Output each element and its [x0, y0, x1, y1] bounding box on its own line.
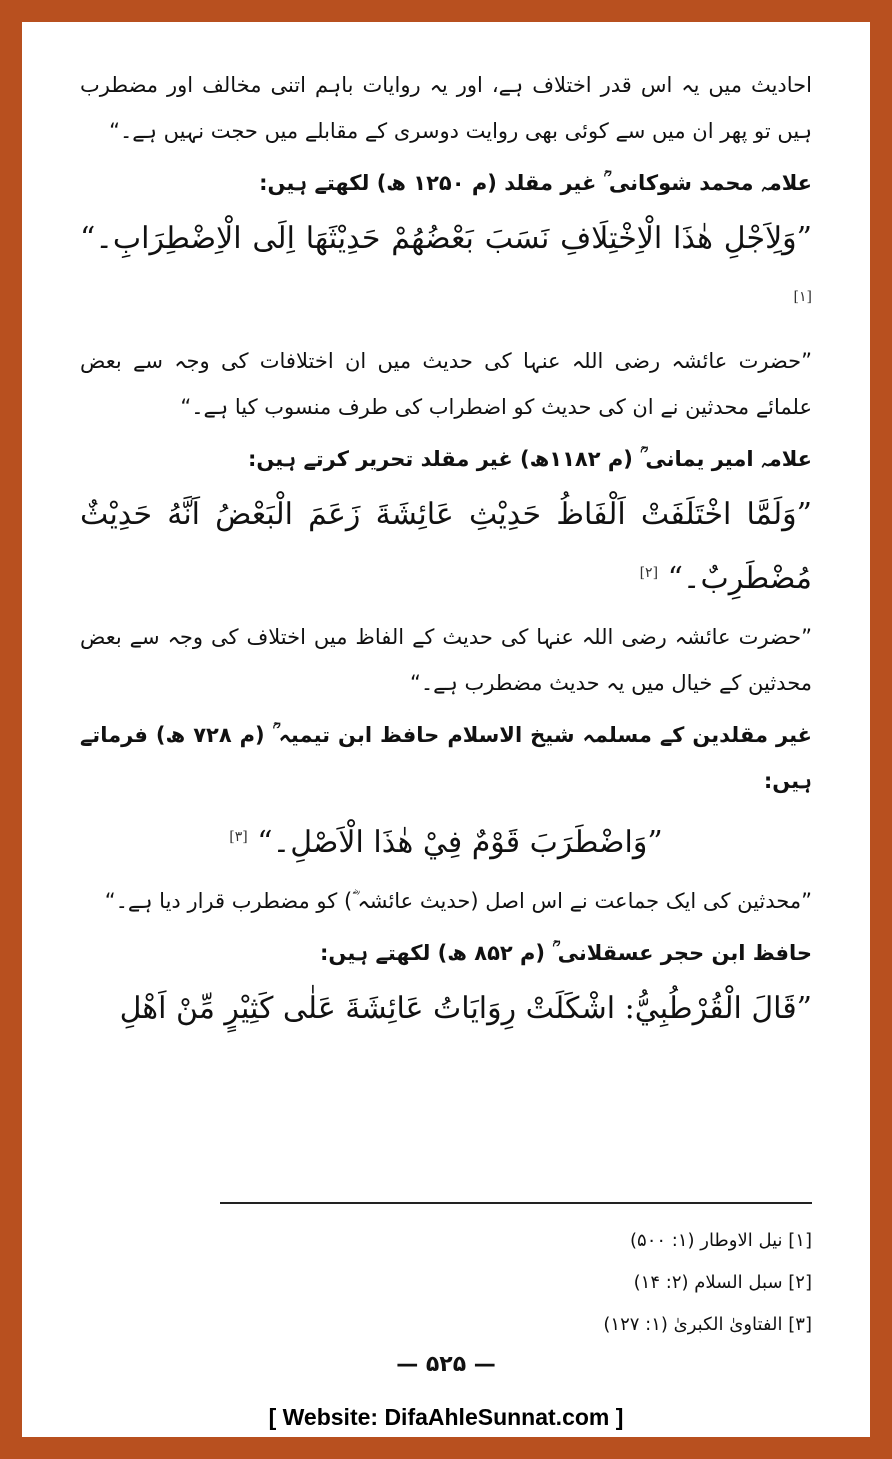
arabic-quote-1 — [80, 210, 812, 332]
urdu-paragraph-1: احادیث میں یہ اس قدر اختلاف ہے، اور یہ روایات باہم اتنی مخالف اور مضطرب ہیں تو پھر ان میں سے کوئی بھی روایت دوسری کے مقابلے میں حجت نہیں ہے۔“ — [80, 73, 812, 143]
footnote-2-text: سبل السلام (۲: ۱۴) — [633, 1272, 783, 1293]
urdu-translation-1: ”حضرت عائشہ رضی اللہ عنہا کی حدیث میں ان اختلافات کی وجہ سے بعض علمائے محدثین نے ان کی حدیث کو اضطراب کی طرف منسوب کیا ہے۔“ — [80, 349, 812, 419]
footnote-1-num: [۱] — [788, 1230, 812, 1251]
arabic-quote-3 — [80, 808, 812, 872]
intro-ibn-taymiyyah: غیر مقلدین کے مسلمہ شیخ الاسلام حافظ ابن تیمیہ ؒ (م ۷۲۸ ھ) فرماتے ہیں: — [80, 723, 812, 793]
intro-amir-yamani: علامہ امیر یمانی ؒ (م ۱۱۸۲ھ) غیر مقلد تحریر کرتے ہیں: — [247, 447, 812, 471]
page-number: — ۵۲۵ — — [396, 1352, 496, 1377]
urdu-translation-2: ”حضرت عائشہ رضی اللہ عنہا کی حدیث کے الفاظ میں اختلاف کی وجہ سے بعض محدثین کے خیال میں یہ حدیث مضطرب ہے۔“ — [80, 625, 812, 695]
footnote-1 — [412, 1220, 812, 1262]
ref-marker-3: [۳] — [229, 829, 248, 845]
footnote-2-num: [۲] — [788, 1272, 812, 1293]
ref-marker-1: [۱] — [793, 289, 812, 305]
website-banner: [ Website: DifaAhleSunnat.com ] — [268, 1404, 624, 1430]
main-text — [80, 62, 812, 1044]
arabic-quote-3-text: ”وَاضْطَرَبَ قَوْمٌ فِيْ هٰذَا الْاَصْلِ۔“ — [257, 825, 663, 860]
intro-shawkani: علامہ محمد شوکانی ؒ غیر مقلد (م ۱۲۵۰ ھ) لکھتے ہیں: — [259, 171, 812, 195]
arabic-quote-1-text: ”وَلِاَجْلِ هٰذَا الْاِخْتِلَافِ نَسَبَ بَعْضُهُمْ حَدِيْثَهَا اِلَى الْاِضْطِرَابِ۔“ — [80, 221, 812, 256]
footnote-3-text: الفتاویٰ الکبریٰ (۱: ۱۲۷) — [603, 1314, 783, 1335]
footnotes — [412, 1220, 812, 1346]
arabic-quote-4: ”قَالَ الْقُرْطُبِيُّ: اشْكَلَتْ رِوَايَاتُ عَائِشَةَ عَلٰى كَثِيْرٍ مِّنْ اَهْلِ — [119, 991, 812, 1026]
footnote-1-text: نیل الاوطار (۱: ۵۰۰) — [630, 1230, 783, 1251]
arabic-quote-2 — [80, 486, 812, 608]
intro-ibn-hajar: حافظ ابن حجر عسقلانی ؒ (م ۸۵۲ ھ) لکھتے ہیں: — [320, 941, 812, 965]
ref-marker-2: [۲] — [639, 565, 659, 581]
footnote-3 — [412, 1304, 812, 1346]
document-page — [22, 22, 870, 1437]
footnote-3-num: [۳] — [788, 1314, 812, 1335]
footnote-separator — [220, 1202, 812, 1204]
footnote-2 — [412, 1262, 812, 1304]
urdu-translation-3: ”محدثین کی ایک جماعت نے اس اصل (حدیث عائشہ ؓ) کو مضطرب قرار دیا ہے۔“ — [104, 889, 812, 913]
arabic-quote-2-text: ”وَلَمَّا اخْتَلَفَتْ اَلْفَاظُ حَدِيْثِ عَائِشَةَ زَعَمَ الْبَعْضُ اَنَّهُ حَدِيْثٌ مُضْطَرِبٌ۔“ — [80, 497, 812, 596]
